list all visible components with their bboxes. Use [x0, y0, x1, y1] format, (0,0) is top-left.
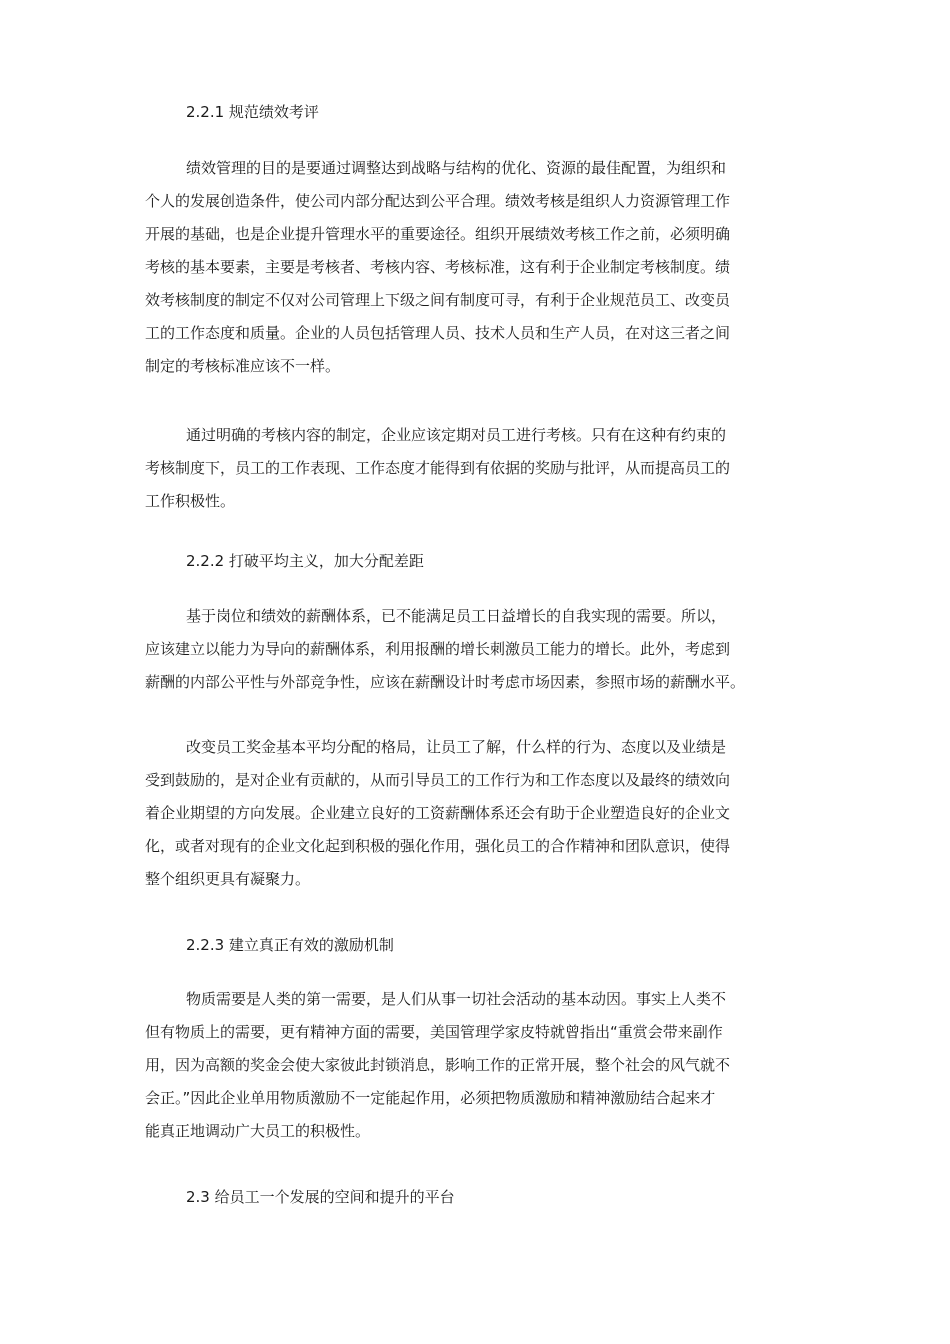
text-line: 能真正地调动广大员工的积极性。: [145, 1122, 371, 1140]
text-line: 绩效管理的目的是要通过调整达到战略与结构的优化、资源的最佳配置，为组织和: [186, 159, 727, 177]
text-line: 薪酬的内部公平性与外部竞争性，应该在薪酬设计时考虑市场因素，参照市场的薪酬水平。: [145, 673, 746, 691]
text-line: 开展的基础，也是企业提升管理水平的重要途径。组织开展绩效考核工作之前，必须明确: [145, 225, 731, 243]
paragraph-bonus-distribution: [145, 737, 825, 902]
text-line: 着企业期望的方向发展。企业建立良好的工资薪酬体系还会有助于企业塑造良好的企业文: [145, 804, 731, 822]
text-line: 制定的考核标准应该不一样。: [145, 357, 341, 375]
text-line: 化，或者对现有的企业文化起到积极的强化作用，强化员工的合作精神和团队意识，使得: [145, 837, 731, 855]
text-line: 工作积极性。: [145, 492, 236, 510]
text-line: 用，因为高额的奖金会使大家彼此封锁消息，影响工作的正常开展，整个社会的风气就不: [145, 1056, 731, 1074]
section-heading-2-2-3: 2.2.3 建立真正有效的激励机制: [186, 936, 394, 954]
paragraph-performance-management: [145, 158, 825, 389]
text-line: 物质需要是人类的第一需要，是人们从事一切社会活动的基本动因。事实上人类不: [186, 990, 727, 1008]
text-line: 整个组织更具有凝聚力。: [145, 870, 311, 888]
text-line: 应该建立以能力为导向的薪酬体系，利用报酬的增长刺激员工能力的增长。此外，考虑到: [145, 640, 731, 658]
text-line: 考核的基本要素，主要是考核者、考核内容、考核标准，这有利于企业制定考核制度。绩: [145, 258, 731, 276]
text-line: 通过明确的考核内容的制定，企业应该定期对员工进行考核。只有在这种有约束的: [186, 426, 727, 444]
text-line: 基于岗位和绩效的薪酬体系，已不能满足员工日益增长的自我实现的需要。所以，: [186, 607, 727, 625]
section-heading-2-3: 2.3 给员工一个发展的空间和提升的平台: [186, 1188, 455, 1206]
text-line: 受到鼓励的，是对企业有贡献的，从而引导员工的工作行为和工作态度以及最终的绩效向: [145, 771, 731, 789]
text-line: 个人的发展创造条件，使公司内部分配达到公平合理。绩效考核是组织人力资源管理工作: [145, 192, 731, 210]
text-line: 但有物质上的需要，更有精神方面的需要，美国管理学家皮特就曾指出“重赏会带来副作: [145, 1023, 723, 1041]
paragraph-compensation-system: [145, 606, 825, 705]
text-line: 会正。”因此企业单用物质激励不一定能起作用，必须把物质激励和精神激励结合起来才: [145, 1089, 716, 1107]
text-line: 效考核制度的制定不仅对公司管理上下级之间有制度可寻，有利于企业规范员工、改变员: [145, 291, 731, 309]
paragraph-assessment-content: [145, 425, 825, 524]
section-heading-2-2-2: 2.2.2 打破平均主义，加大分配差距: [186, 552, 424, 570]
section-heading-2-2-1: 2.2.1 规范绩效考评: [186, 103, 319, 121]
text-line: 考核制度下，员工的工作表现、工作态度才能得到有依据的奖励与批评，从而提高员工的: [145, 459, 731, 477]
paragraph-incentive-mechanism: [145, 989, 825, 1154]
text-line: 工的工作态度和质量。企业的人员包括管理人员、技术人员和生产人员，在对这三者之间: [145, 324, 731, 342]
text-line: 改变员工奖金基本平均分配的格局，让员工了解，什么样的行为、态度以及业绩是: [186, 738, 727, 756]
